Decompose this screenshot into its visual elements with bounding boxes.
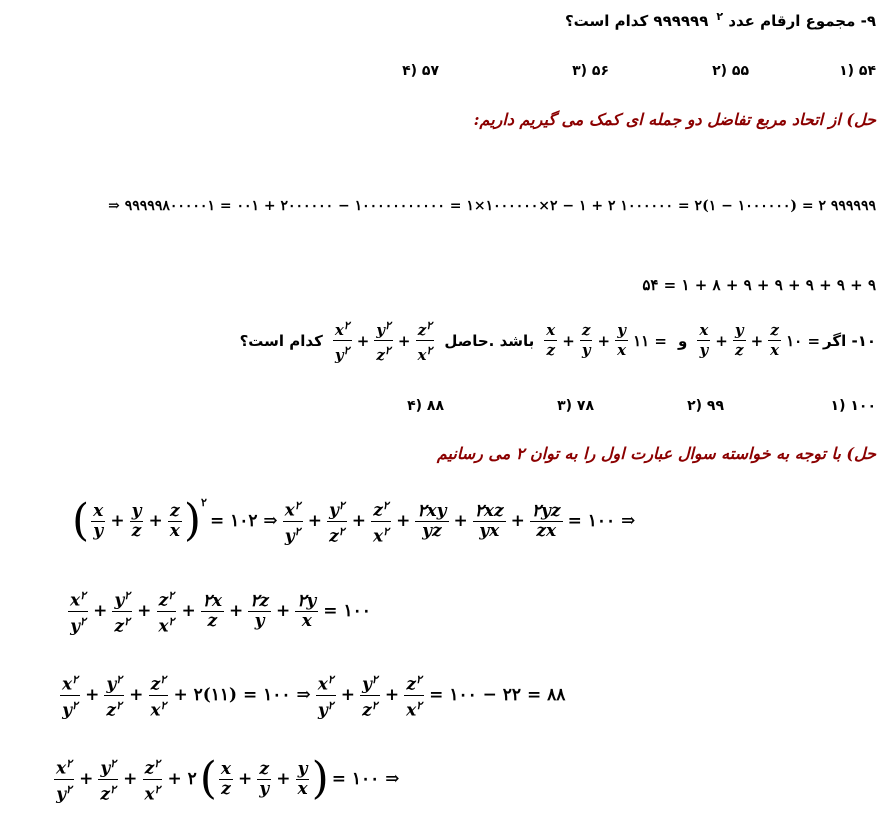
q10-step3-tail: = ۱۰۰ − ۲۲ = ۸۸ <box>429 685 566 706</box>
q9-equation-1-text: ۹۹۹۹۹۹ ۲ = (۱۰۰۰۰۰۰ − ۱)۲ = ۱۰۰۰۰۰۰ ۲ + ۱ − ۲×۱۰۰۰۰۰۰×۱ = ۱۰۰۰۰۰۰۰۰۰۰۰ − ۲۰۰۰۰۰۰ + ۰۰۱ = ۹۹۹۹۹۸۰۰۰۰۰۱ ⇒ <box>108 198 876 214</box>
fraction: $\frac{y}{x}$ <box>297 758 308 799</box>
q10-option-2: ۲) ۹۹ <box>687 398 724 414</box>
fraction: $\frac{y}{z}$ <box>734 321 744 359</box>
q10-step4-tail: = ۱۰۰ ⇒ <box>331 769 400 790</box>
q9-option-2: ۲) ۵۵ <box>712 63 749 79</box>
fraction: $\frac{y^۲}{z^۲}$ <box>360 670 380 720</box>
fraction: $\frac{۲yz}{zx}$ <box>531 500 561 541</box>
fraction: $\frac{z^۲}{x^۲}$ <box>415 316 434 365</box>
q10-target-expr: $\frac{x^۲}{y^۲}$ + $\frac{y^۲}{z^۲}$ + $\frac{z^۲}{x^۲}$ <box>331 316 437 365</box>
fraction: $\frac{x^۲}{y^۲}$ <box>54 754 74 804</box>
fraction: $\frac{z}{y}$ <box>259 758 270 799</box>
fraction: $\frac{z^۲}{x^۲}$ <box>156 586 176 636</box>
q9-solution-heading: حل) از اتحاد مربع تفاضل دو جمله ای کمک می گیریم داریم: <box>473 110 876 129</box>
q10-title-end: کدام است؟ <box>239 331 323 350</box>
q10-solution-heading: حل) با توجه به خواسته سوال عبارت اول را به توان ۲ می رسانیم <box>436 444 876 463</box>
question-9-title <box>565 10 876 30</box>
q9-equation-1 <box>108 198 876 214</box>
fraction: $\frac{z}{y}$ <box>581 321 591 359</box>
q10-step3-mid: + ۲(۱۱) = ۱۰۰ ⇒ <box>173 685 311 706</box>
q10-step-1: ( $\frac{x}{y}$ + $\frac{y}{z}$ + $\frac{z}{x}$ ) $^۲$ = ۱۰۲ ⇒ $\frac{x^۲}{y^۲}$ + $\frac{y^۲}{z^۲}$ + $\frac{z^۲}{x^۲}$ + $\frac{۲xy}{yz}$ + $\frac{۲xz}{yx}$ + $\frac{۲yz}{zx}$ = ۱۰۰ ⇒ <box>72 495 636 547</box>
fraction: $\frac{y}{z}$ <box>131 500 142 541</box>
q9-power: ۲ <box>716 10 724 23</box>
q10-cond2-value: = ۱۱ <box>633 331 667 350</box>
q10-cond1-expr: $\frac{x}{y}$ + $\frac{y}{z}$ + $\frac{z}{x}$ <box>699 321 780 359</box>
fraction: $\frac{x}{y}$ <box>699 321 709 359</box>
q10-cond2-expr: $\frac{x}{z}$ + $\frac{z}{y}$ + $\frac{y}{x}$ <box>546 321 627 359</box>
fraction: $\frac{y^۲}{z^۲}$ <box>327 496 347 546</box>
fraction: $\frac{۲z}{y}$ <box>250 590 270 631</box>
fraction: $\frac{x}{y}$ <box>93 500 104 541</box>
q10-cond1-value: = ۱۰ <box>786 331 821 350</box>
q9-equation-2 <box>642 276 876 294</box>
fraction: $\frac{y}{x}$ <box>617 321 627 359</box>
q10-option-1: ۱) ۱۰۰ <box>830 398 876 414</box>
q9-option-1: ۱) ۵۴ <box>839 63 876 79</box>
fraction: $\frac{x^۲}{y^۲}$ <box>333 316 352 365</box>
fraction: $\frac{z^۲}{x^۲}$ <box>142 754 162 804</box>
fraction: $\frac{z^۲}{x^۲}$ <box>371 496 391 546</box>
q10-option-3: ۳) ۷۸ <box>557 398 594 414</box>
q10-option-4: ۴) ۸۸ <box>407 398 444 414</box>
left-paren: ( <box>199 753 217 805</box>
fraction: $\frac{x}{z}$ <box>220 758 232 799</box>
q10-and-word: و <box>678 331 688 350</box>
q9-title-start: ۹- مجموع ارقام عدد <box>728 12 876 30</box>
left-paren: ( <box>72 495 90 547</box>
q10-title-mid: باشد .حاصل <box>444 331 535 350</box>
fraction: $\frac{z^۲}{x^۲}$ <box>404 670 424 720</box>
q10-step-4: $\frac{x^۲}{y^۲}$ + $\frac{y^۲}{z^۲}$ + $\frac{z^۲}{x^۲}$ + ۲ ( $\frac{x}{z}$ + $\frac{z}{y}$ + $\frac{y}{x}$ ) = ۱۰۰ ⇒ <box>56 753 400 805</box>
q9-option-4: ۴) ۵۷ <box>402 63 439 79</box>
fraction: $\frac{۲y}{x}$ <box>297 590 317 631</box>
fraction: $\frac{y^۲}{z^۲}$ <box>374 316 393 365</box>
fraction: $\frac{z}{x}$ <box>169 500 180 541</box>
fraction: $\frac{y^۲}{z^۲}$ <box>112 586 132 636</box>
fraction: $\frac{x^۲}{y^۲}$ <box>60 670 80 720</box>
fraction: $\frac{z}{x}$ <box>770 321 780 359</box>
q10-step2-tail: = ۱۰۰ <box>323 601 371 622</box>
q10-step-3: $\frac{x^۲}{y^۲}$ + $\frac{y^۲}{z^۲}$ + $\frac{z^۲}{x^۲}$ + ۲(۱۱) = ۱۰۰ ⇒ $\frac{x^۲}{y^۲}$ + $\frac{y^۲}{z^۲}$ + $\frac{z^۲}{x^۲}$ = ۱۰۰ − ۲۲ = ۸۸ <box>58 670 568 720</box>
fraction: $\frac{x^۲}{y^۲}$ <box>316 670 336 720</box>
question-10-title <box>240 316 876 365</box>
fraction: $\frac{۲xy}{yz}$ <box>417 500 447 541</box>
q9-number: ۹۹۹۹۹۹ <box>653 12 709 30</box>
q9-option-3: ۳) ۵۶ <box>572 63 609 79</box>
fraction: $\frac{۲x}{z}$ <box>202 590 222 631</box>
fraction: $\frac{z^۲}{x^۲}$ <box>148 670 168 720</box>
fraction: $\frac{x^۲}{y^۲}$ <box>283 496 303 546</box>
fraction: $\frac{۲xz}{yx}$ <box>474 500 504 541</box>
right-paren: ) <box>311 753 329 805</box>
fraction: $\frac{y^۲}{z^۲}$ <box>104 670 124 720</box>
q10-step-2: $\frac{x^۲}{y^۲}$ + $\frac{y^۲}{z^۲}$ + $\frac{z^۲}{x^۲}$ + $\frac{۲x}{z}$ + $\frac{۲z}{y}$ + $\frac{۲y}{x}$ = ۱۰۰ <box>66 586 374 636</box>
q9-equation-2-text: ۹ + ۹ + ۹ + ۹ + ۹ + ۸ + ۱ = ۵۴ <box>642 276 876 294</box>
q10-step1-pow: = ۱۰۲ ⇒ <box>209 511 278 532</box>
fraction: $\frac{y^۲}{z^۲}$ <box>98 754 118 804</box>
q10-step1-tail: = ۱۰۰ ⇒ <box>567 511 636 532</box>
q10-title-start: ۱۰- اگر <box>823 331 876 350</box>
right-paren: ) <box>183 495 202 547</box>
q9-title-end: کدام است؟ <box>564 12 649 30</box>
fraction: $\frac{x^۲}{y^۲}$ <box>68 586 88 636</box>
fraction: $\frac{x}{z}$ <box>546 321 556 359</box>
